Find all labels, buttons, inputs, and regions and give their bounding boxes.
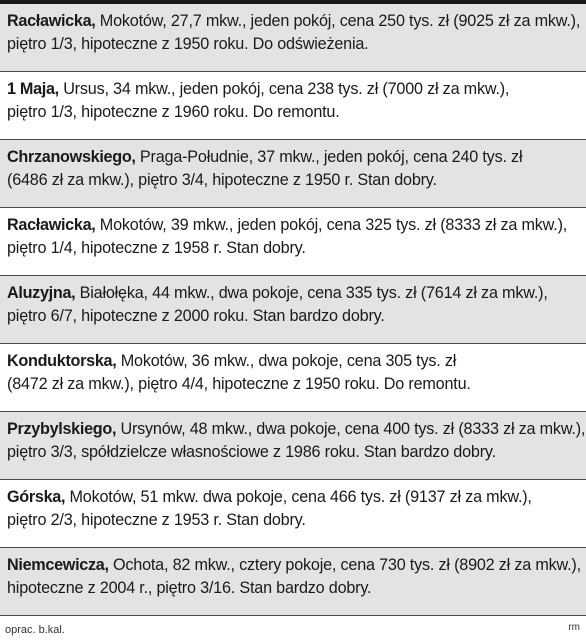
listing-item: [0, 208, 586, 276]
footer: [0, 622, 586, 640]
listing-details-continued: (6486 zł za mkw.), piętro 3/4, hipoteczne z 1950 r. Stan dobry.: [7, 171, 437, 189]
listing-item: [0, 72, 586, 140]
listing-details: Ursus, 34 mkw., jeden pokój, cena 238 tys. zł (7000 zł za mkw.),: [58, 80, 510, 98]
apartment-listings: [0, 4, 586, 616]
listing-details-continued: piętro 6/7, hipoteczne z 2000 roku. Stan bardzo dobry.: [7, 307, 385, 325]
listing-item: [0, 344, 586, 412]
listing-item: [0, 4, 586, 72]
street-name: Racławicka,: [7, 216, 96, 234]
source-credit: oprac. b.kal.: [5, 624, 65, 636]
listing-details: Ochota, 82 mkw., cztery pokoje, cena 730 tys. zł (8902 zł za mkw.),: [108, 556, 581, 574]
listing-details: Ursynów, 48 mkw., dwa pokoje, cena 400 tys. zł (8333 zł za mkw.),: [116, 420, 586, 438]
street-name: Aluzyjna,: [7, 284, 76, 302]
listing-item: [0, 412, 586, 480]
street-name: Przybylskiego,: [7, 420, 117, 438]
listing-details-continued: piętro 2/3, hipoteczne z 1953 r. Stan dobry.: [7, 511, 306, 529]
listing-details-continued: (8472 zł za mkw.), piętro 4/4, hipoteczne z 1950 roku. Do remontu.: [7, 375, 471, 393]
street-name: 1 Maja,: [7, 80, 59, 98]
listing-details: Mokotów, 36 mkw., dwa pokoje, cena 305 tys. zł: [116, 352, 457, 370]
listing-details-continued: hipoteczne z 2004 r., piętro 3/16. Stan bardzo dobry.: [7, 579, 372, 597]
listing-details: Białołęka, 44 mkw., dwa pokoje, cena 335 tys. zł (7614 zł za mkw.),: [75, 284, 548, 302]
listing-details: Mokotów, 27,7 mkw., jeden pokój, cena 250 tys. zł (9025 zł za mkw.),: [95, 12, 581, 30]
listing-details-continued: piętro 1/3, hipoteczne z 1950 roku. Do odświeżenia.: [7, 35, 369, 53]
street-name: Niemcewicza,: [7, 556, 109, 574]
listing-item: [0, 548, 586, 616]
street-name: Racławicka,: [7, 12, 96, 30]
listing-details: Praga-Południe, 37 mkw., jeden pokój, cena 240 tys. zł: [135, 148, 523, 166]
listing-details: Mokotów, 39 mkw., jeden pokój, cena 325 tys. zł (8333 zł za mkw.),: [95, 216, 568, 234]
listing-item: [0, 480, 586, 548]
listing-item: [0, 140, 586, 208]
street-name: Chrzanowskiego,: [7, 148, 136, 166]
author-mark: rm: [568, 622, 580, 633]
listing-details-continued: piętro 1/4, hipoteczne z 1958 r. Stan dobry.: [7, 239, 306, 257]
listing-details: Mokotów, 51 mkw. dwa pokoje, cena 466 tys. zł (9137 zł za mkw.),: [65, 488, 532, 506]
street-name: Górska,: [7, 488, 66, 506]
street-name: Konduktorska,: [7, 352, 117, 370]
listing-details-continued: piętro 1/3, hipoteczne z 1960 roku. Do remontu.: [7, 103, 340, 121]
listing-item: [0, 276, 586, 344]
listing-details-continued: piętro 3/3, spółdzielcze własnościowe z 1986 roku. Stan bardzo dobry.: [7, 443, 496, 461]
